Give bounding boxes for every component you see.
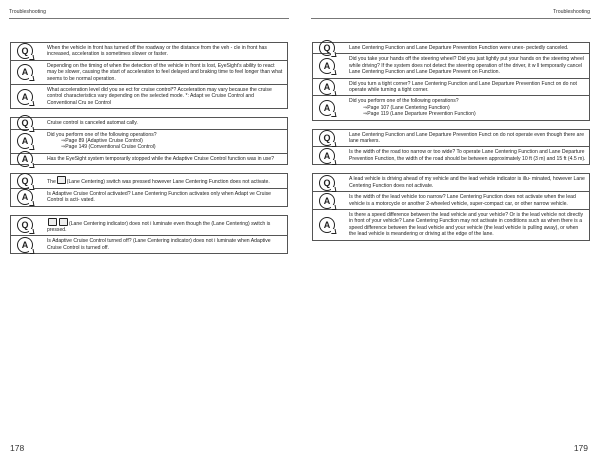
answer-icon: A xyxy=(319,58,335,74)
page-reference: ⇒ Page 149 (Conventional Cruise Control) xyxy=(47,144,284,150)
answer-body: Did you perform one of the following operations? xyxy=(47,131,157,138)
question-box xyxy=(10,215,288,237)
question-icon: Q xyxy=(17,43,33,59)
answer-text xyxy=(349,194,586,207)
answer-text xyxy=(47,191,284,204)
header-left: Troubleshooting xyxy=(9,9,47,15)
answer-text xyxy=(47,87,284,106)
page-reference: ⇒ Page 107 (Lane Centering Function) xyxy=(349,105,586,111)
question-icon: Q xyxy=(17,217,33,233)
page-reference: ⇒ Page 89 (Adaptive Cruise Control) xyxy=(47,138,284,144)
qa-item xyxy=(10,173,288,206)
answer-box xyxy=(10,189,288,207)
answer-text xyxy=(47,156,284,162)
answer-body: Is the width of the road too narrow or too wide? To operate Lane Centering Function and Lane Departure Prevention Function, the width of the road should be between approximately 10 ft (3 m) and 15 ft (4.5 m). xyxy=(349,149,586,162)
question-icon: Q xyxy=(319,130,335,146)
answer-body: Is Adaptive Cruise Control turned off? (Lane Centering indicator) does not i luminate when Adaptive Cruise Control is turned off. xyxy=(47,238,271,251)
answer-text xyxy=(47,132,284,151)
answer-text xyxy=(349,98,586,117)
answer-icon: A xyxy=(17,133,33,149)
left-column xyxy=(10,42,288,262)
answer-icon: A xyxy=(17,237,33,253)
answer-box xyxy=(10,236,288,254)
question-box xyxy=(10,42,288,61)
question-box xyxy=(10,173,288,188)
question-text xyxy=(349,132,586,145)
answer-text xyxy=(47,63,284,82)
answer-box xyxy=(312,192,590,210)
question-text xyxy=(349,45,586,51)
question-body: (Lane Centering indicator) does not i luminate even though the (Lane Centering) switch is pressed. xyxy=(47,220,271,233)
question-body: Lane Centering Function and Lane Departure Prevention Function were unex- pectedly canceled. xyxy=(349,45,569,51)
answer-icon: A xyxy=(319,148,335,164)
answer-box xyxy=(312,210,590,241)
answer-body: Is there a speed difference between the lead vehicle and your vehicle? Or is the lead vehicle not directly in front of your vehicle? Lane Centering Function may not activate in conditions such as when there is a speed difference between the lead vehicle and your vehicle (the lead vehicle is pulling away), or when the lead vehicle is meandering or driving at the edge of the lane. xyxy=(349,211,584,238)
answer-body: Is Adaptive Cruise Control activated? Lane Centering Function activates only when Adapt ve Cruise Control is acti- vated. xyxy=(47,190,271,204)
answer-box xyxy=(10,85,288,109)
answer-box xyxy=(10,154,288,165)
question-body: Cruise control is canceled automat cally. xyxy=(47,120,138,127)
page-number-left: 178 xyxy=(10,443,25,453)
question-text xyxy=(349,176,586,189)
answer-icon: A xyxy=(17,89,33,105)
question-text xyxy=(47,45,284,58)
answer-icon: A xyxy=(17,64,33,80)
question-body: Lane Centering Function and Lane Departure Prevention Funct on do not operate even though there are lane markers. xyxy=(349,131,585,145)
page-number-right: 179 xyxy=(573,443,588,453)
answer-body: Did you perform one of the following operations? xyxy=(349,98,459,105)
question-text xyxy=(47,176,284,185)
answer-text xyxy=(349,56,586,75)
question-icon: Q xyxy=(17,115,33,131)
question-box xyxy=(10,117,288,129)
page-reference: ⇒ Page 119 (Lane Departure Prevention Function) xyxy=(349,111,586,117)
question-body: A lead vehicle is driving ahead of my vehicle and the lead vehicle indicator is illu- minated, however Lane Centering Function does not activate. xyxy=(349,176,585,189)
question-box xyxy=(312,129,590,148)
answer-icon: A xyxy=(319,217,335,233)
answer-body: What acceleration level did you se ect for cruise control*? Acceleration may vary because the cruise control characteristics vary depending on the selected mode. *: Adapt ve Cruise Control and Conventional Cru se Control xyxy=(47,87,272,106)
question-icon: Q xyxy=(17,173,33,189)
answer-icon: A xyxy=(319,79,335,95)
qa-item xyxy=(10,117,288,165)
qa-item xyxy=(312,42,590,121)
answer-box xyxy=(312,147,590,165)
header-rule-right xyxy=(311,18,591,19)
answer-box xyxy=(10,61,288,85)
qa-item xyxy=(10,42,288,109)
header-rule-left xyxy=(9,18,289,19)
question-text xyxy=(47,218,284,234)
answer-text xyxy=(349,212,586,238)
lane-centering-indicator-icon xyxy=(48,218,57,226)
question-box xyxy=(312,173,590,192)
answer-box xyxy=(10,130,288,154)
qa-item xyxy=(312,129,590,166)
question-icon: Q xyxy=(319,40,335,56)
answer-icon: A xyxy=(17,189,33,205)
question-prefix: The xyxy=(47,179,56,186)
answer-box xyxy=(312,79,590,97)
answer-icon: A xyxy=(319,193,335,209)
answer-text xyxy=(47,238,284,251)
answer-body: Depending on the timing of when the detection of the vehicle in front is lost, EyeSight's ability to react may be slower, causing the start of acceleration to feel delayed and braking time to feel longer than what seems to be normal operation. xyxy=(47,62,283,82)
qa-item xyxy=(10,215,288,255)
answer-text xyxy=(349,81,586,94)
right-column xyxy=(312,42,590,249)
header-right: Troubleshooting xyxy=(552,9,590,15)
lane-centering-icon xyxy=(57,176,66,184)
question-icon: Q xyxy=(319,175,335,191)
question-body: (Lane Centering) switch was pressed however Lane Centering Function does not activate. xyxy=(66,179,270,186)
answer-body: Did you turn a tight corner? Lane Centering Function and Lane Departure Prevention Funct on do not operate while turning a tight corner. xyxy=(349,80,577,94)
answer-icon: A xyxy=(319,100,335,116)
answer-icon: A xyxy=(17,151,33,167)
answer-box xyxy=(312,54,590,78)
question-text xyxy=(47,120,284,126)
answer-body: Has the EyeSight system temporarily stopped while the Adaptive Cruise Control function was in use? xyxy=(47,155,275,162)
answer-text xyxy=(349,149,586,162)
qa-item xyxy=(312,173,590,240)
question-box xyxy=(312,42,590,54)
answer-body: Did you take your hands off the steering wheel? Did you just lightly put your hands on the steering wheel while driving? If the system does not detect the steering operation of the driver, it w ll temporarily cancel Lane Centering Function and Lane Departure Prevent on Function. xyxy=(349,56,584,76)
lane-centering-indicator-icon xyxy=(59,218,68,226)
answer-body: Is the width of the lead vehicle too narrow? Lane Centering Function does not activate when the lead vehicle is a motorcycle or another 2-wheeled vehicle, super-compact car, or other narrow vehicle. xyxy=(349,194,576,207)
question-body: When the vehicle in front has turned off the roadway or the distance from the veh - cle in front has increased, acceleration is sometimes slower or faster. xyxy=(47,45,267,58)
answer-box xyxy=(312,96,590,120)
